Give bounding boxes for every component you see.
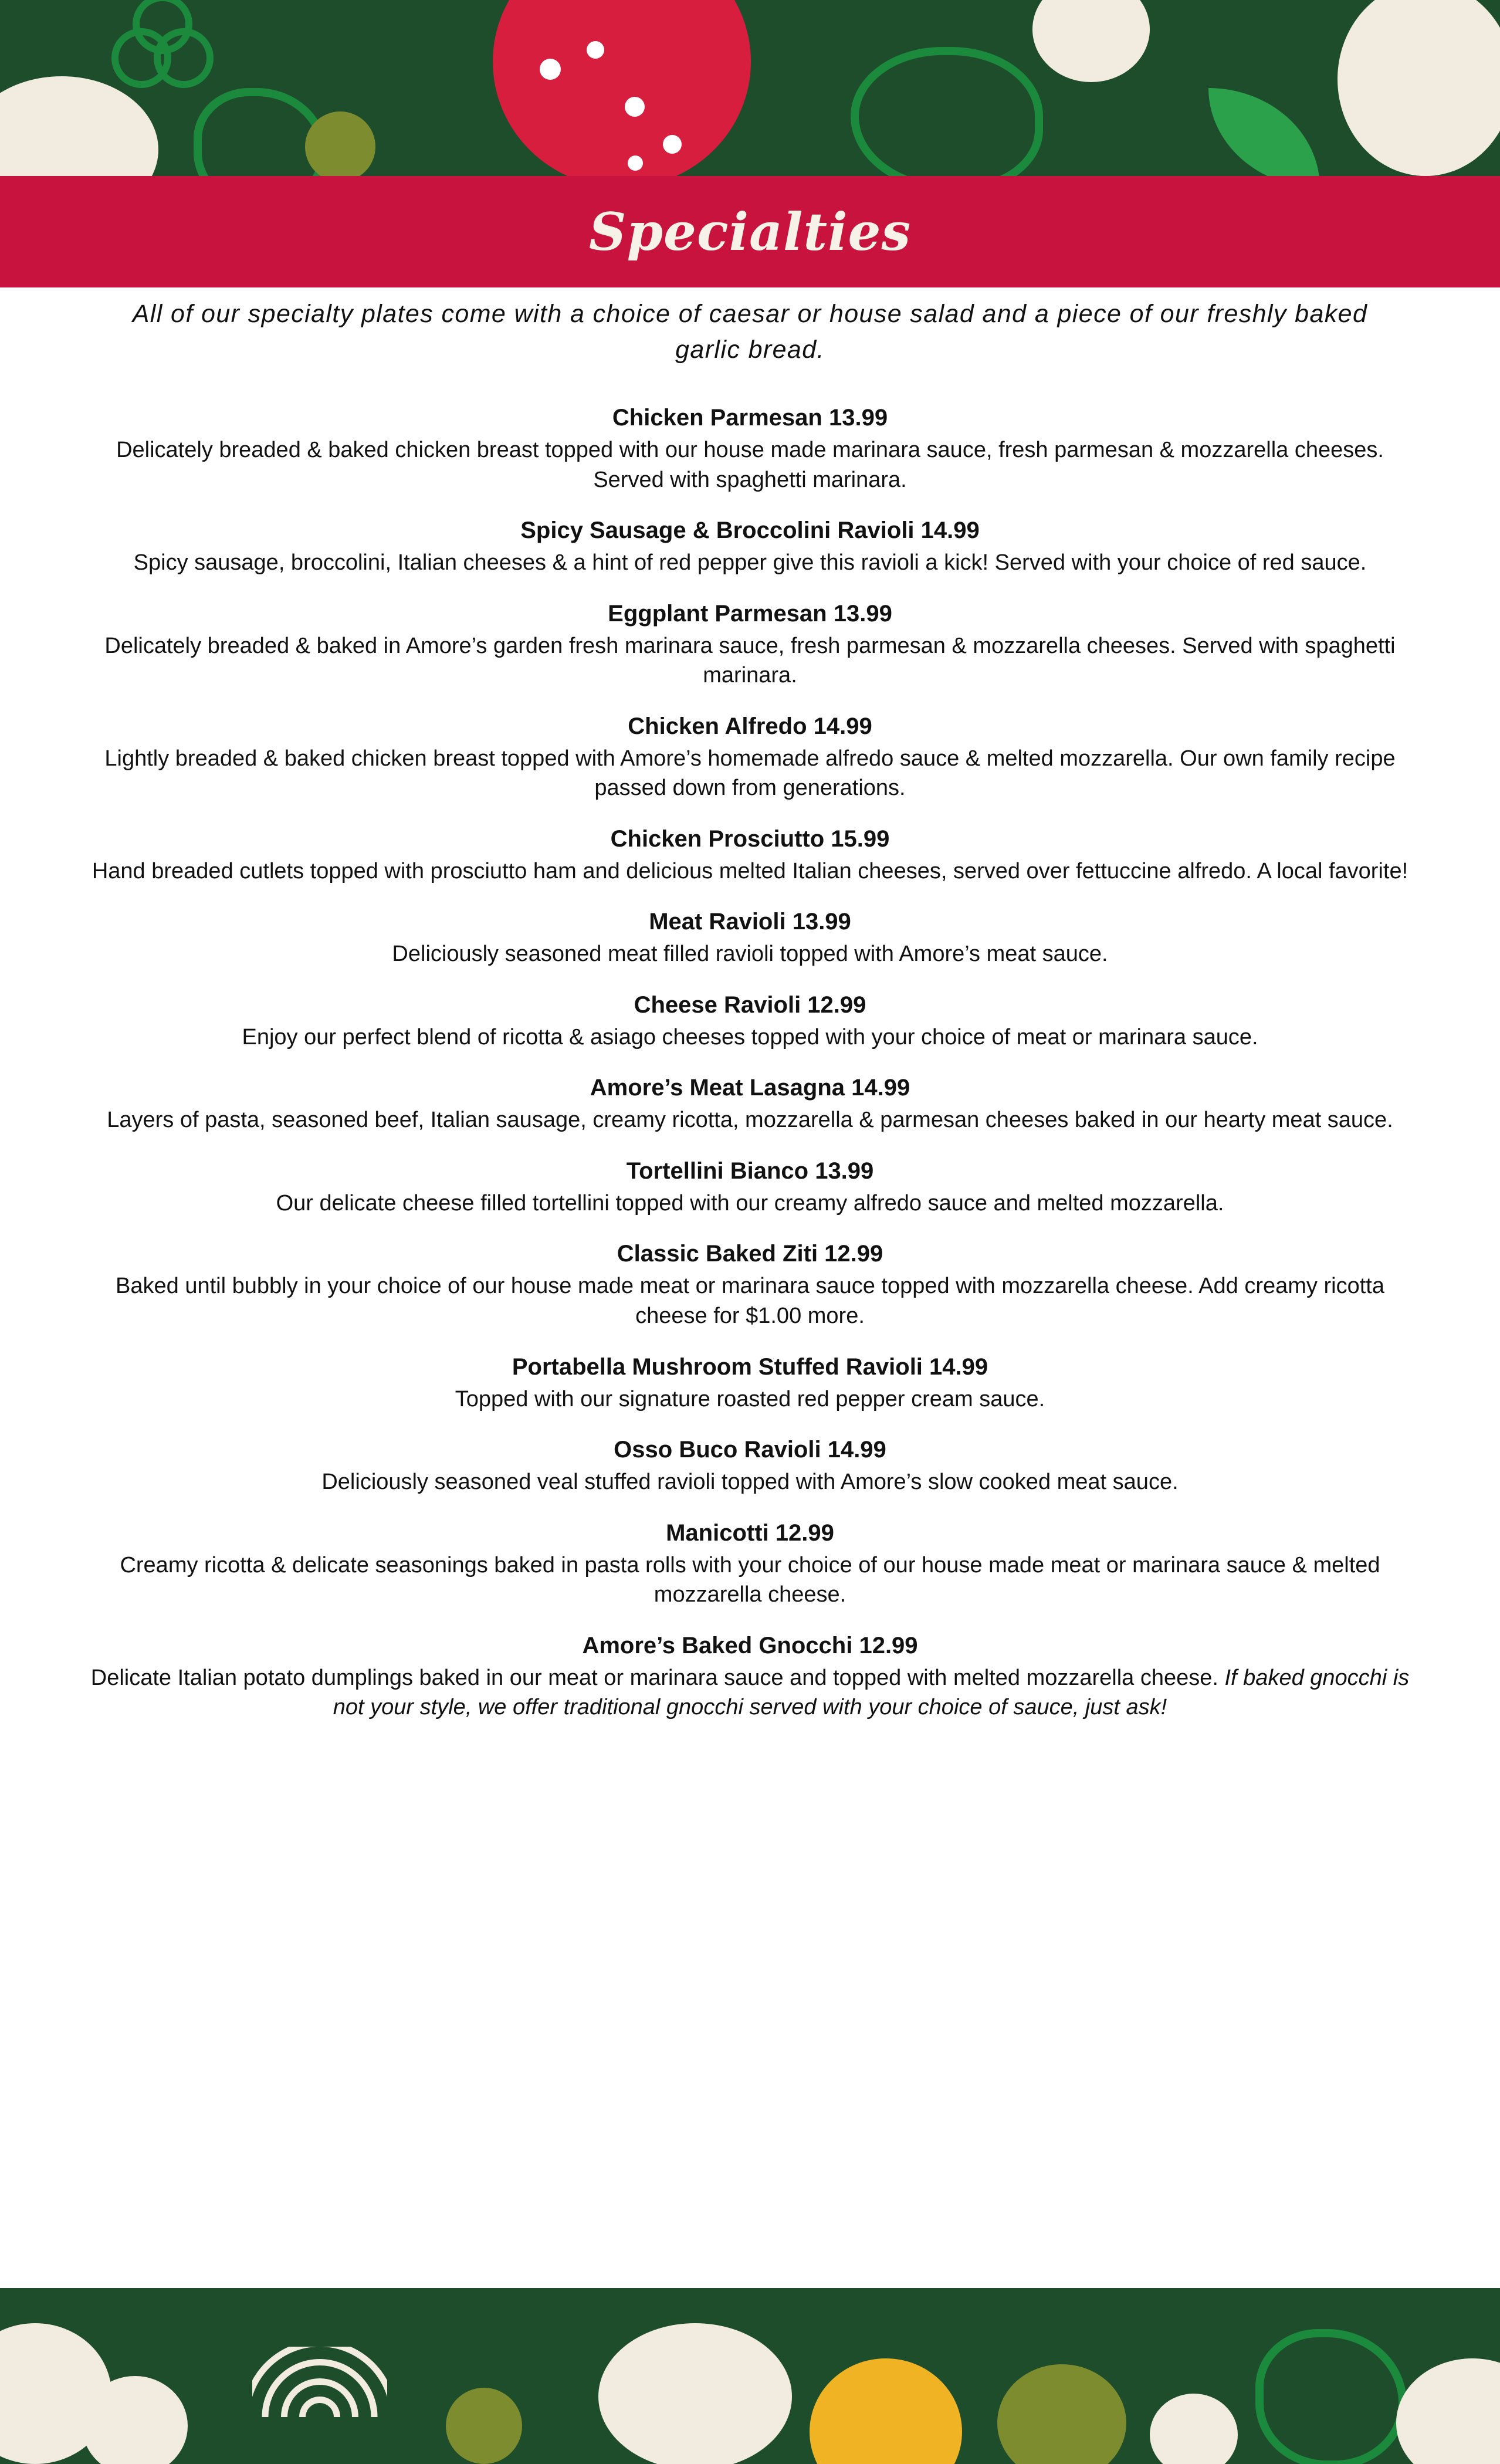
cream-blob-icon [1396, 2358, 1500, 2464]
menu-item [82, 1630, 1418, 1722]
menu-item-description: Creamy ricotta & delicate seasonings baked in pasta rolls with your choice of our house made meat or marinara sauce & melted mozzarella cheese. [120, 1552, 1380, 1607]
menu-item-name: Chicken Prosciutto 15.99 [610, 825, 890, 852]
menu-item-description-plain: Delicate Italian potato dumplings baked in our meat or marinara sauce and topped with melted mozzarella cheese. [90, 1665, 1225, 1690]
menu-item-description: Enjoy our perfect blend of ricotta & asiago cheeses topped with your choice of meat or marinara sauce. [242, 1024, 1258, 1050]
menu-item-name: Chicken Alfredo 14.99 [628, 713, 872, 739]
leaf-icon [1208, 88, 1320, 188]
olive-dot-icon [305, 111, 375, 182]
page-title: Specialties [588, 201, 912, 262]
menu-item-name: Cheese Ravioli 12.99 [634, 991, 866, 1018]
menu-item [82, 1155, 1418, 1219]
menu-item-description: Lightly breaded & baked chicken breast topped with Amore’s homemade alfredo sauce & melted mozzarella. Our own family recipe passed down from generations. [104, 746, 1396, 801]
menu-item [82, 1351, 1418, 1414]
tomato-seed-icon [540, 59, 561, 80]
olive-dot-icon [446, 2388, 522, 2464]
swirl-icon [252, 2347, 387, 2417]
menu-item [82, 823, 1418, 886]
menu-item-description: Topped with our signature roasted red pepper cream sauce. [455, 1386, 1045, 1412]
menu-item [82, 1434, 1418, 1497]
menu-item-name: Osso Buco Ravioli 14.99 [614, 1437, 886, 1463]
olive-dot-icon [997, 2364, 1126, 2464]
cream-blob-icon [1338, 0, 1500, 176]
menu-item-description: Spicy sausage, broccolini, Italian cheeses & a hint of red pepper give this ravioli a kick! Served with your choice of red sauce. [133, 550, 1367, 576]
menu-item-name: Spicy Sausage & Broccolini Ravioli 14.99 [520, 517, 980, 544]
page-title-banner [0, 176, 1500, 287]
menu-item-description: Deliciously seasoned veal stuffed ravioli topped with Amore’s slow cooked meat sauce. [321, 1470, 1179, 1495]
menu-item-description [82, 1663, 1418, 1722]
menu-item [82, 402, 1418, 495]
cream-blob-icon [598, 2323, 792, 2464]
menu-item [82, 710, 1418, 803]
menu-content [0, 296, 1500, 1742]
menu-item-name: Tortellini Bianco 13.99 [626, 1157, 874, 1184]
menu-item-description: Delicately breaded & baked chicken breast topped with our house made marinara sauce, fresh parmesan & mozzarella cheeses. Served with spaghetti marinara. [116, 438, 1384, 492]
menu-item [82, 989, 1418, 1052]
tomato-icon [493, 0, 751, 188]
menu-item-description: Deliciously seasoned meat filled ravioli topped with Amore’s meat sauce. [392, 942, 1108, 967]
tomato-seed-icon [628, 155, 643, 171]
menu-item-name: Amore’s Meat Lasagna 14.99 [590, 1075, 910, 1101]
pepper-outline-icon [851, 47, 1043, 192]
menu-item-description: Baked until bubbly in your choice of our house made meat or marinara sauce topped with mozzarella cheese. Add creamy ricotta cheese for $1.00 more. [116, 1274, 1384, 1328]
cream-blob-icon [1032, 0, 1150, 82]
menu-item-description: Delicately breaded & baked in Amore’s garden fresh marinara sauce, fresh parmesan & mozzarella cheeses. Served with spaghetti marinara. [104, 633, 1396, 688]
tomato-seed-icon [663, 135, 682, 154]
menu-item-name: Portabella Mushroom Stuffed Ravioli 14.99 [512, 1353, 988, 1380]
menu-item [82, 598, 1418, 691]
menu-item [82, 1238, 1418, 1331]
menu-item-name: Chicken Parmesan 13.99 [612, 405, 888, 431]
bottom-decorative-band [0, 2288, 1500, 2464]
green-outline-blob-icon [1255, 2329, 1407, 2464]
menu-item [82, 1072, 1418, 1135]
menu-item-name: Amore’s Baked Gnocchi 12.99 [582, 1632, 918, 1659]
cream-blob-icon [82, 2376, 188, 2464]
menu-item-name: Manicotti 12.99 [666, 1519, 834, 1546]
menu-item [82, 515, 1418, 578]
menu-item-description-note: If baked gnocchi is not your style, we offer traditional gnocchi served with your choice of sauce, just ask! [333, 1665, 1410, 1720]
menu-item-description: Hand breaded cutlets topped with prosciutto ham and delicious melted Italian cheeses, served over fettuccine alfredo. A local favorite! [92, 858, 1408, 884]
yellow-blob-icon [810, 2358, 962, 2464]
tomato-seed-icon [587, 41, 604, 59]
cream-blob-icon [1150, 2394, 1238, 2464]
menu-intro-text: All of our specialty plates come with a choice of caesar or house salad and a piece of our freshly baked garlic bread. [132, 300, 1368, 364]
top-decorative-band [0, 0, 1500, 194]
tomato-seed-icon [625, 97, 645, 117]
menu-item-name: Meat Ravioli 13.99 [649, 909, 851, 935]
menu-item [82, 906, 1418, 969]
menu-item-description: Our delicate cheese filled tortellini topped with our creamy alfredo sauce and melted mozzarella. [276, 1190, 1224, 1216]
menu-item-name: Eggplant Parmesan 13.99 [608, 600, 892, 627]
menu-item-description: Layers of pasta, seasoned beef, Italian sausage, creamy ricotta, mozzarella & parmesan cheeses baked in our hearty meat sauce. [107, 1108, 1393, 1133]
menu-item [82, 1517, 1418, 1610]
clover-icon [111, 0, 199, 82]
menu-item-name: Classic Baked Ziti 12.99 [617, 1241, 883, 1267]
